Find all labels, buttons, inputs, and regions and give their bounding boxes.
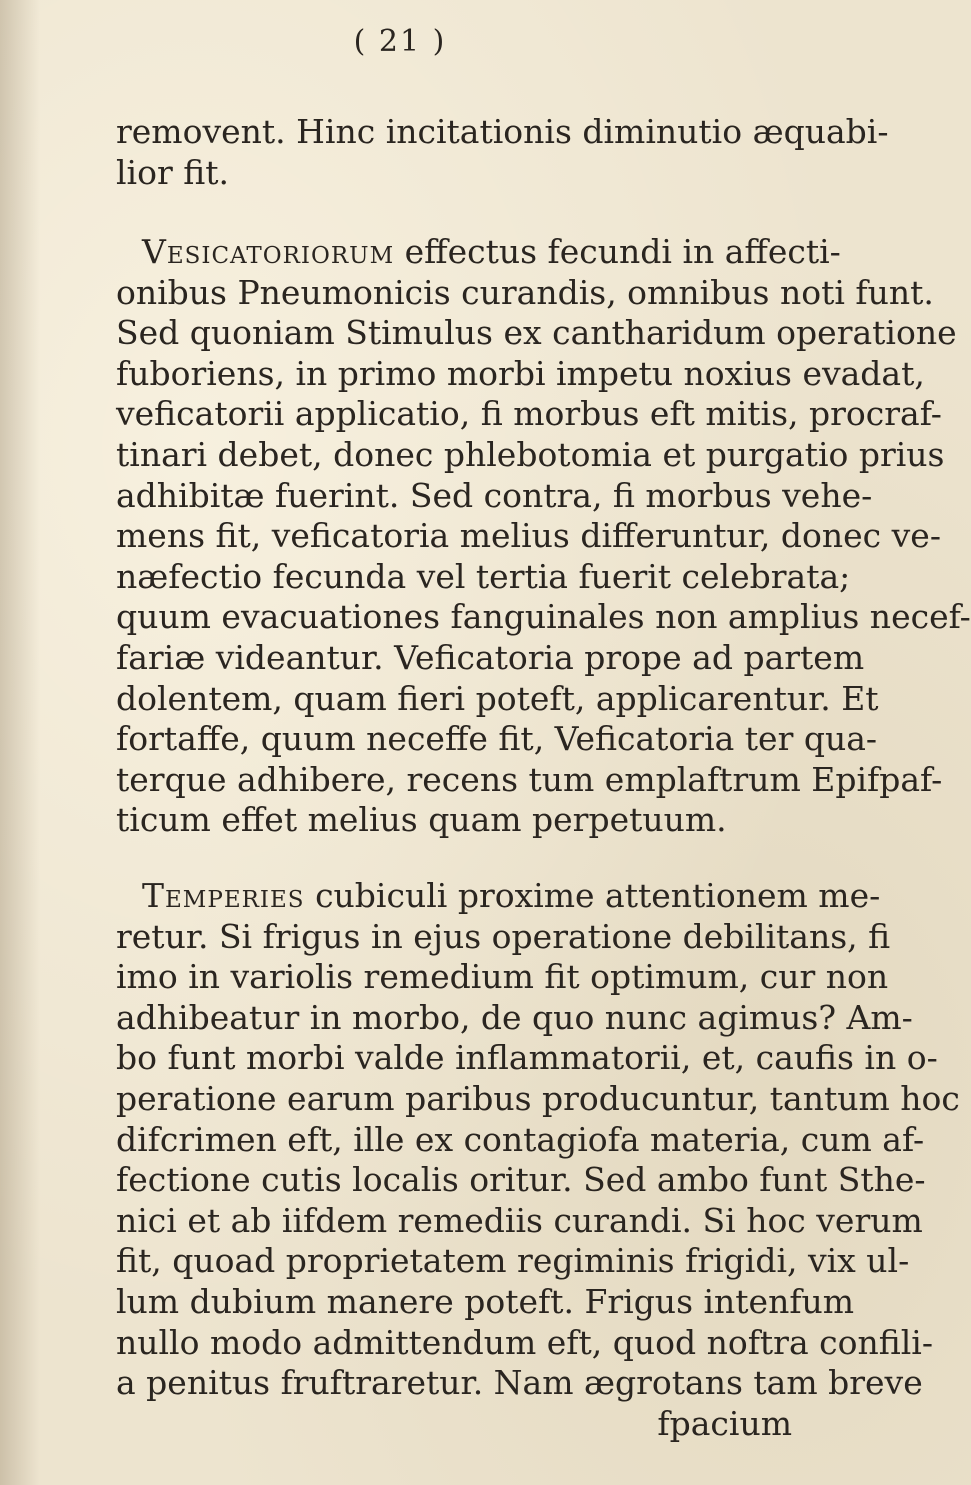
text-line: Sed quoniam Stimulus ex cantharidum operatione — [116, 313, 957, 353]
page-gutter-shadow — [0, 0, 40, 1485]
text-line: removent. Hinc incitationis diminutio æquabi- — [116, 112, 889, 151]
text-line: fariæ videantur. Veficatoria prope ad partem — [116, 637, 865, 677]
text-line: mens fit, veficatoria melius differuntur, donec ve- — [116, 516, 941, 556]
text-line: onibus Pneumonicis curandis, omnibus noti funt. — [116, 272, 934, 312]
text-line: a penitus fruftraretur. Nam ægrotans tam breve — [116, 1363, 923, 1403]
lead-word: Vesicatoriorum — [142, 232, 395, 271]
text-line: difcrimen eft, ille ex contagiofa materia, cum af- — [116, 1119, 925, 1159]
paragraph-2 — [116, 232, 971, 841]
text-line: quum evacuationes fanguinales non amplius necef- — [116, 597, 971, 637]
text-line: peratione earum paribus producuntur, tantum hoc — [116, 1078, 960, 1118]
paragraph-3 — [116, 876, 960, 1444]
text-line: bo funt morbi valde inflammatorii, et, caufis in o- — [116, 1038, 938, 1078]
text-line: lior fit. — [116, 152, 230, 192]
text-line: adhibeatur in morbo, de quo nunc agimus? Am- — [116, 997, 913, 1037]
paragraph-1 — [116, 112, 889, 193]
catchword: fpacium — [657, 1403, 792, 1443]
text-line: imo in variolis remedium fit optimum, cur non — [116, 957, 889, 997]
page-number: ( 21 ) — [353, 24, 447, 59]
text-line: nici et ab iifdem remediis curandi. Si hoc verum — [116, 1200, 923, 1240]
text-line: adhibitæ fuerint. Sed contra, fi morbus vehe- — [116, 475, 873, 515]
text-line: terque adhibere, recens tum emplaftrum Epifpaf- — [116, 759, 943, 799]
text-line: fortaffe, quum neceffe fit, Veficatoria ter qua- — [116, 719, 878, 759]
text-line: veficatorii applicatio, fi morbus eft mitis, procraf- — [116, 394, 942, 434]
text-line: retur. Si frigus in ejus operatione debilitans, fi — [116, 916, 891, 956]
text-line: tinari debet, donec phlebotomia et purgatio prius — [116, 434, 945, 474]
text-line-first — [116, 232, 841, 273]
text-line: fectione cutis localis oritur. Sed ambo funt Sthe- — [116, 1160, 926, 1200]
text-line: næfectio fecunda vel tertia fuerit celebrata; — [116, 556, 851, 596]
text-line-first — [116, 876, 881, 917]
text-line: fuboriens, in primo morbi impetu noxius evadat, — [116, 353, 925, 393]
text-line: nullo modo admittendum eft, quod noftra confili- — [116, 1322, 933, 1362]
text-line: lum dubium manere poteft. Frigus intenfum — [116, 1281, 855, 1321]
text-line: fit, quoad proprietatem regiminis frigidi, vix ul- — [116, 1241, 910, 1281]
first-line-rest: cubiculi proxime attentionem me- — [304, 876, 881, 915]
text-line: dolentem, quam fieri poteft, applicarentur. Et — [116, 678, 879, 718]
lead-word: Temperies — [142, 876, 305, 915]
first-line-rest: effectus fecundi in affecti- — [394, 232, 841, 271]
text-line: ticum effet melius quam perpetuum. — [116, 800, 727, 840]
